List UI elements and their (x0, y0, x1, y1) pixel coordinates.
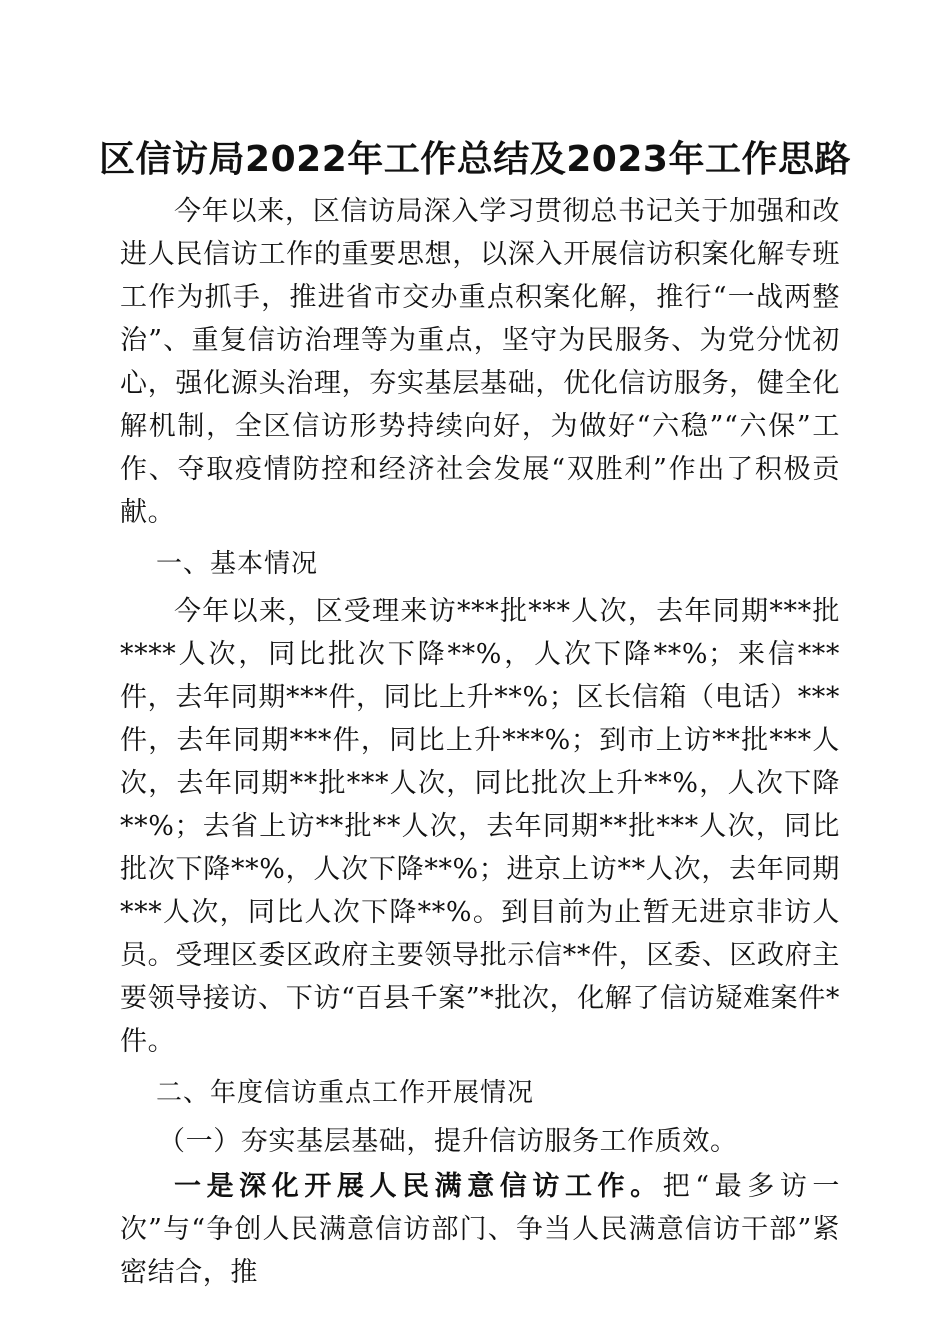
subsection-heading-grassroots: （一）夯实基层基础，提升信访服务工作质效。 (158, 1126, 738, 1157)
paragraph-text: 把“最多访一次”与“争创人民满意信访部门、争当人民满意信访干部”紧密结合，推 (120, 1171, 841, 1288)
section-heading-key-work: 二、年度信访重点工作开展情况 (156, 1078, 535, 1108)
document-body (120, 190, 840, 1294)
section-heading-basic-situation: 一、基本情况 (156, 549, 319, 579)
paragraph-lead-phrase: 一是深化开展人民满意信访工作。 (174, 1171, 663, 1202)
key-work-paragraph (120, 1165, 840, 1294)
basic-situation-paragraph: 今年以来，区受理来访***批***人次，去年同期***批****人次，同比批次下降**%，人次下降**%；来信***件，去年同期***件，同比上升**%；区长信箱（电话）***件，去年同期***件，同比上升***%；到市上访**批***人次，去年同期**批***人次，同比批次上升**%，人次下降**%；去省上访**批**人次，去年同期**批***人次，同比批次下降**%，人次下降**%；进京上访**人次，去年同期***人次，同比人次下降**%。到目前为止暂无进京非访人员。受理区委区政府主要领导批示信**件，区委、区政府主要领导接访、下访“百县千案”*批次，化解了信访疑难案件*件。 (120, 596, 840, 1057)
document-title: 区信访局2022年工作总结及2023年工作思路 (99, 139, 851, 180)
intro-paragraph: 今年以来，区信访局深入学习贯彻总书记关于加强和改进人民信访工作的重要思想，以深入开展信访积案化解专班工作为抓手，推进省市交办重点积案化解，推行“一战两整治”、重复信访治理等为重点，坚守为民服务、为党分忧初心，强化源头治理，夯实基层基础，优化信访服务，健全化解机制，全区信访形势持续向好，为做好“六稳”“六保”工作、夺取疫情防控和经济社会发展“双胜利”作出了积极贡献。 (120, 196, 840, 528)
